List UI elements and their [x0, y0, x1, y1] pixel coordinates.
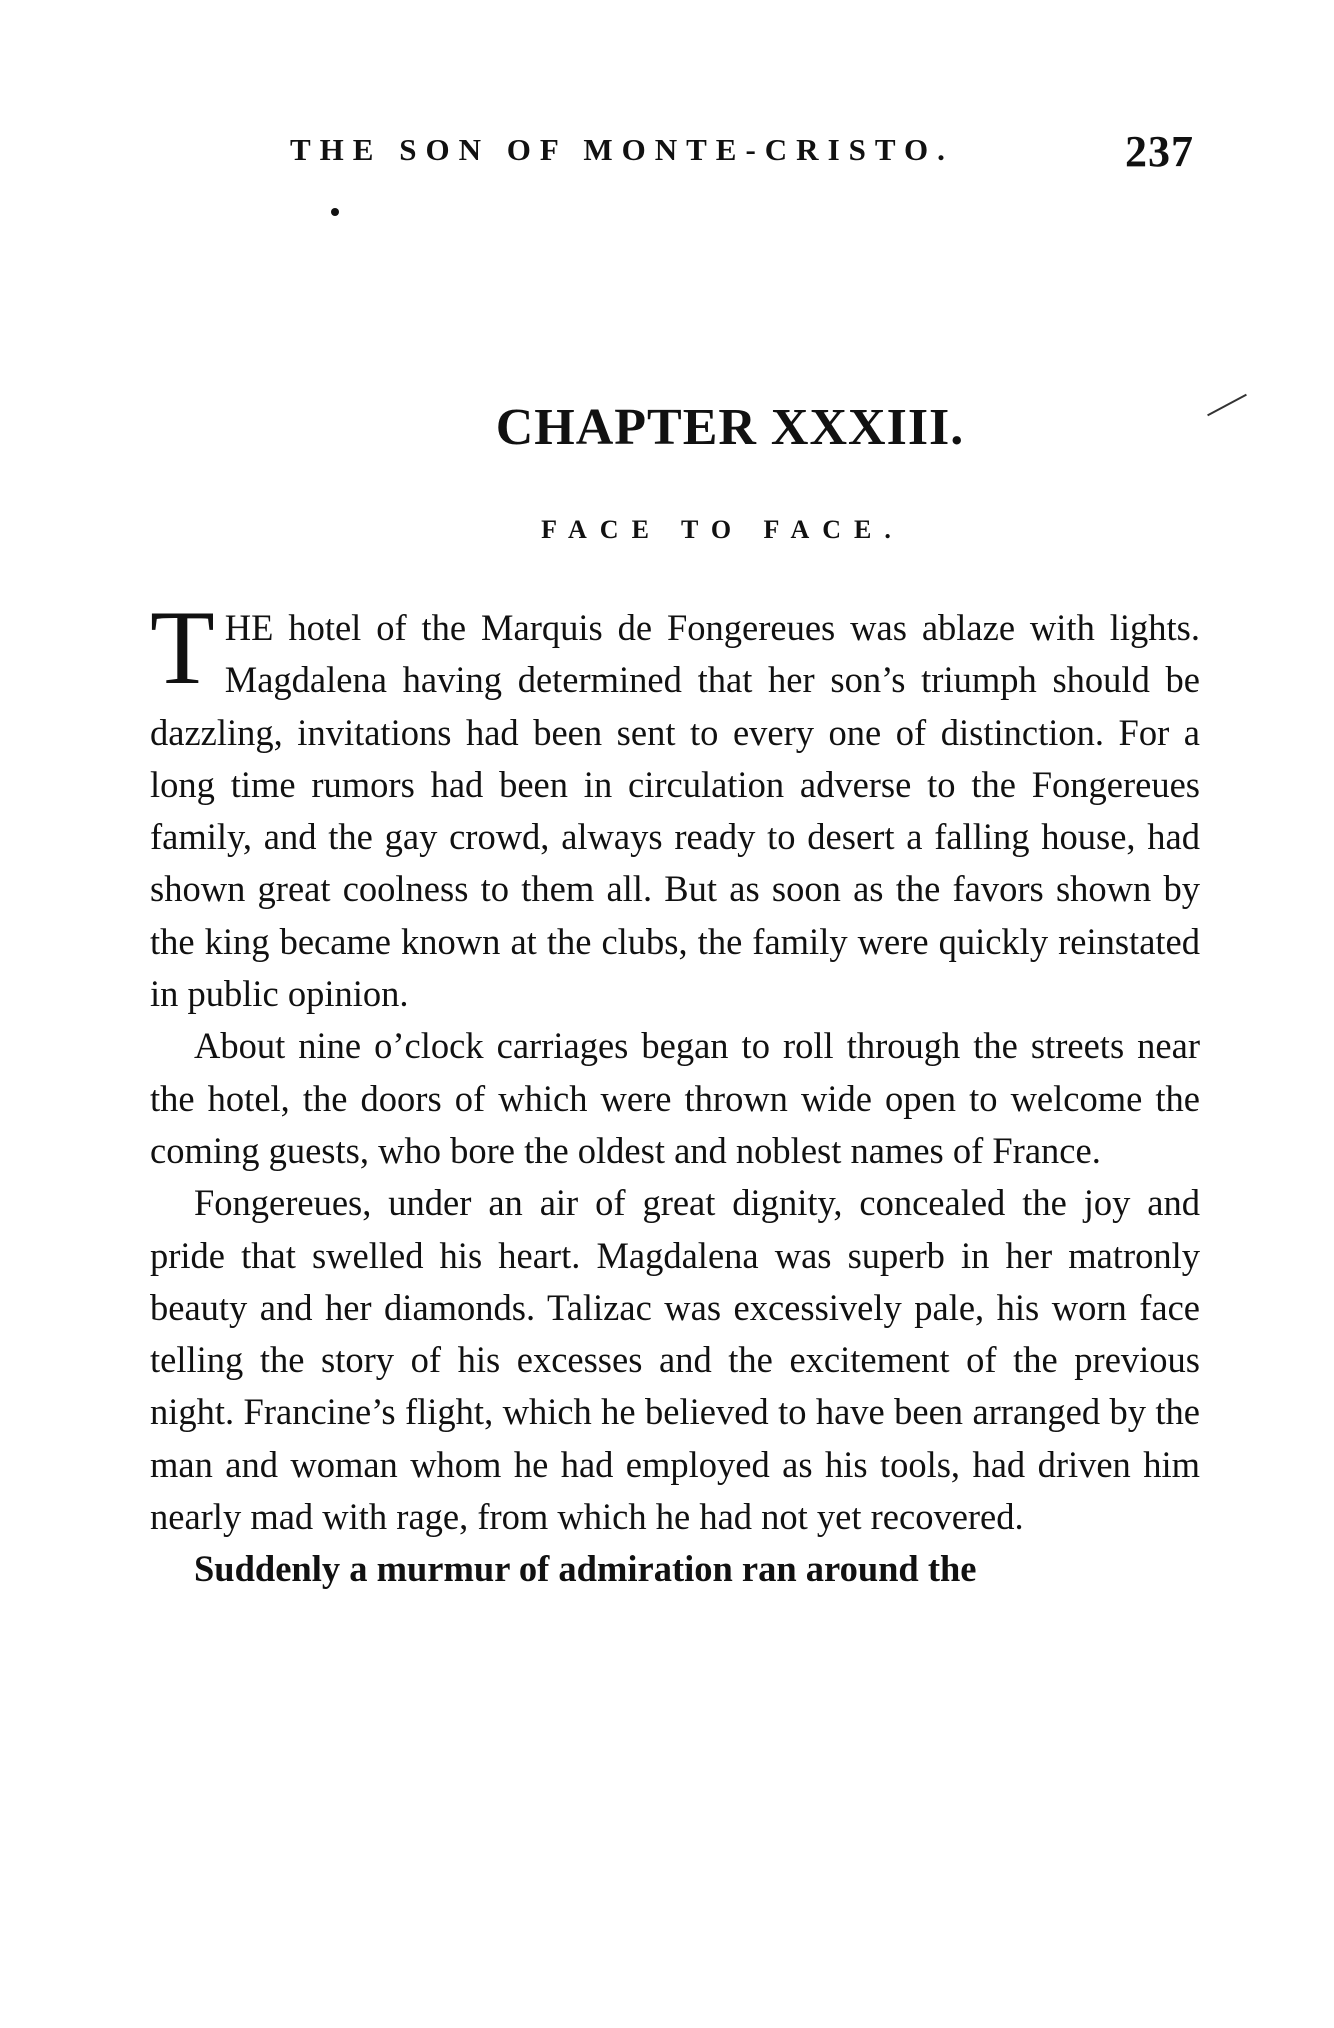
running-title: THE SON OF MONTE-CRISTO.: [290, 132, 954, 167]
chapter-subtitle: FACE TO FACE.: [541, 515, 904, 544]
stray-pen-mark: [1207, 394, 1247, 416]
paragraph-2: About nine o’clock carriages began to roll through the streets near the hotel, the doors of which were thrown wide open to welcome the coming guests, who bore the oldest and noblest names of France.: [150, 1025, 1200, 1171]
paragraph-3: Fongereues, under an air of great dignity, concealed the joy and pride that swelled his heart. Magdalena was superb in her matronly beauty and her diamonds. Talizac was excessively pale, his worn face telling the story of his excesses and the excitement of the previous night. Francine’s flight, which he believed to have been arranged by the man and woman whom he had employed as his tools, had driven him nearly mad with rage, from which he had not yet recovered.: [150, 1182, 1200, 1538]
ink-dot-mark: [331, 208, 339, 216]
running-head: [290, 126, 1194, 186]
page-number: 237: [1125, 127, 1194, 176]
body-text: [150, 589, 1200, 1596]
drop-cap: T: [150, 589, 215, 706]
book-page: [150, 0, 1200, 2028]
chapter-heading: CHAPTER XXXIII.: [495, 399, 965, 456]
paragraph-1-text: HE hotel of the Marquis de Fongereues was ablaze with lights. Magdalena having determined that her son’s triumph should be dazzling, invitations had been sent to every one of distinction. For a long time rumors had been in circulation adverse to the Fongereues family, and the gay crowd, always ready to desert a falling house, had shown great coolness to them all. But as soon as the favors shown by the king became known at the clubs, the family were quickly reinstated in public opinion.: [150, 607, 1200, 1015]
paragraph-1: [150, 589, 1200, 1020]
paragraph-4: Suddenly a murmur of admiration ran around the: [194, 1548, 977, 1590]
